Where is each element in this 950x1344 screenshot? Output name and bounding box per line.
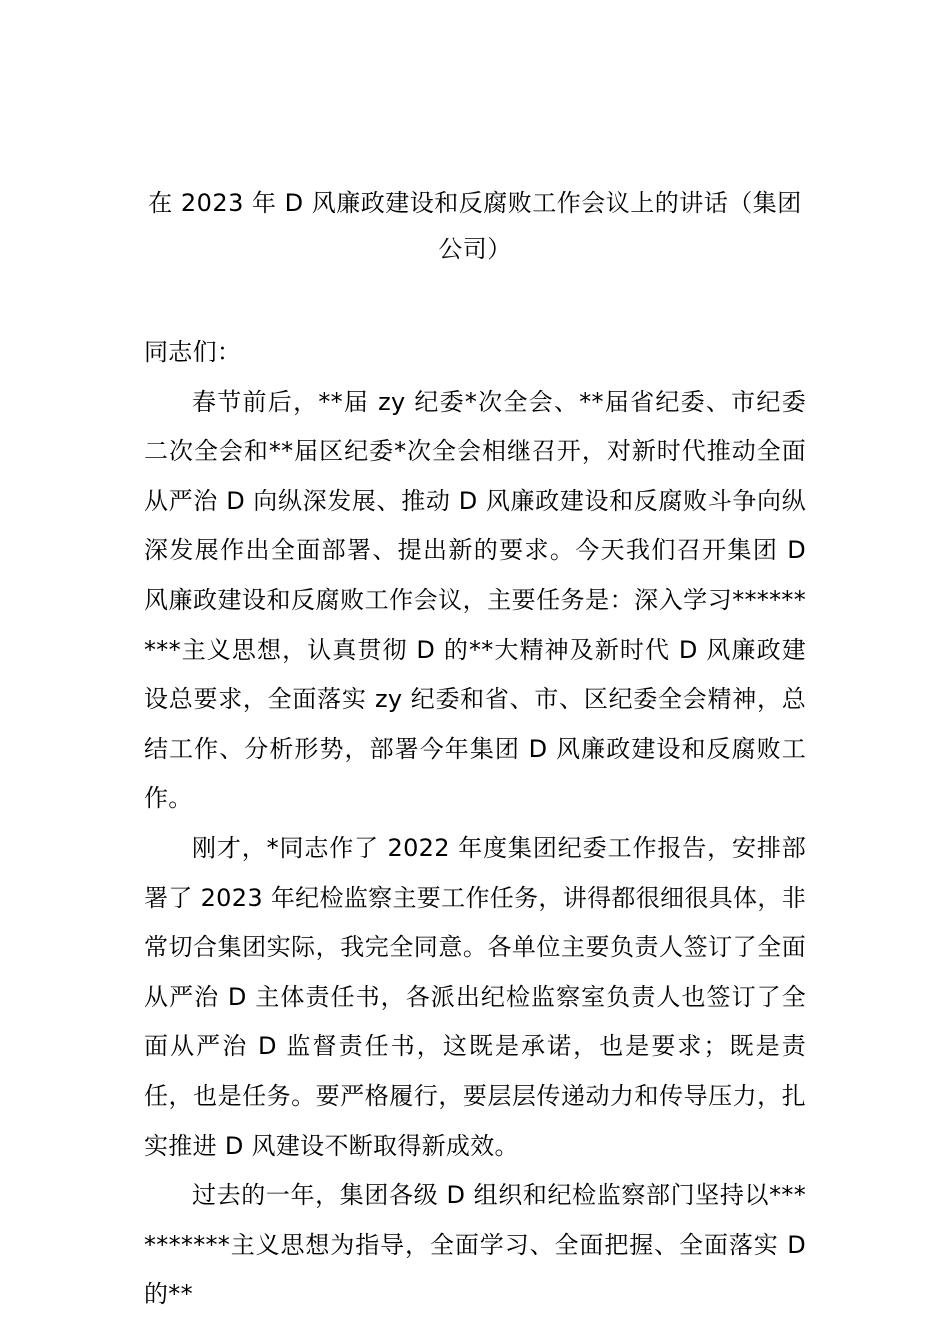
document-body bbox=[144, 328, 806, 1320]
document-title: 在 2023 年 D 风廉政建设和反腐败工作会议上的讲话（集团公司） bbox=[148, 189, 802, 263]
paragraph: 刚才，*同志作了 2022 年度集团纪委工作报告，安排部署了 2023 年纪检监察主要工作任务，讲得都很细很具体，非常切合集团实际，我完全同意。各单位主要负责人签订了全面从严治 D 主体责任书，各派出纪检监察室负责人也签订了全面从严治 D 监督责任书，这既是承诺，也是要求；既是责任，也是任务。要严格履行，要层层传递动力和传导压力，扎实推进 D 风建设不断取得新成效。 bbox=[144, 833, 806, 1160]
paragraph: 过去的一年，集团各级 D 组织和纪检监察部门坚持以**********主义思想为指导，全面学习、全面把握、全面落实 D 的** bbox=[144, 1181, 806, 1309]
paragraph: 春节前后，**届 zy 纪委*次全会、**届省纪委、市纪委二次全会和**届区纪委*次全会相继召开，对新时代推动全面从严治 D 向纵深发展、推动 D 风廉政建设和反腐败斗争向纵深发展作出全面部署、提出新的要求。今天我们召开集团 D 风廉政建设和反腐败工作会议，主要任务是：深入学习*********主义思想，认真贯彻 D 的**大精神及新时代 D 风廉政建设总要求，全面落实 zy 纪委和省、市、区纪委全会精神，总结工作、分析形势，部署今年集团 D 风廉政建设和反腐败工作。 bbox=[144, 387, 806, 813]
salutation: 同志们： bbox=[144, 338, 242, 366]
